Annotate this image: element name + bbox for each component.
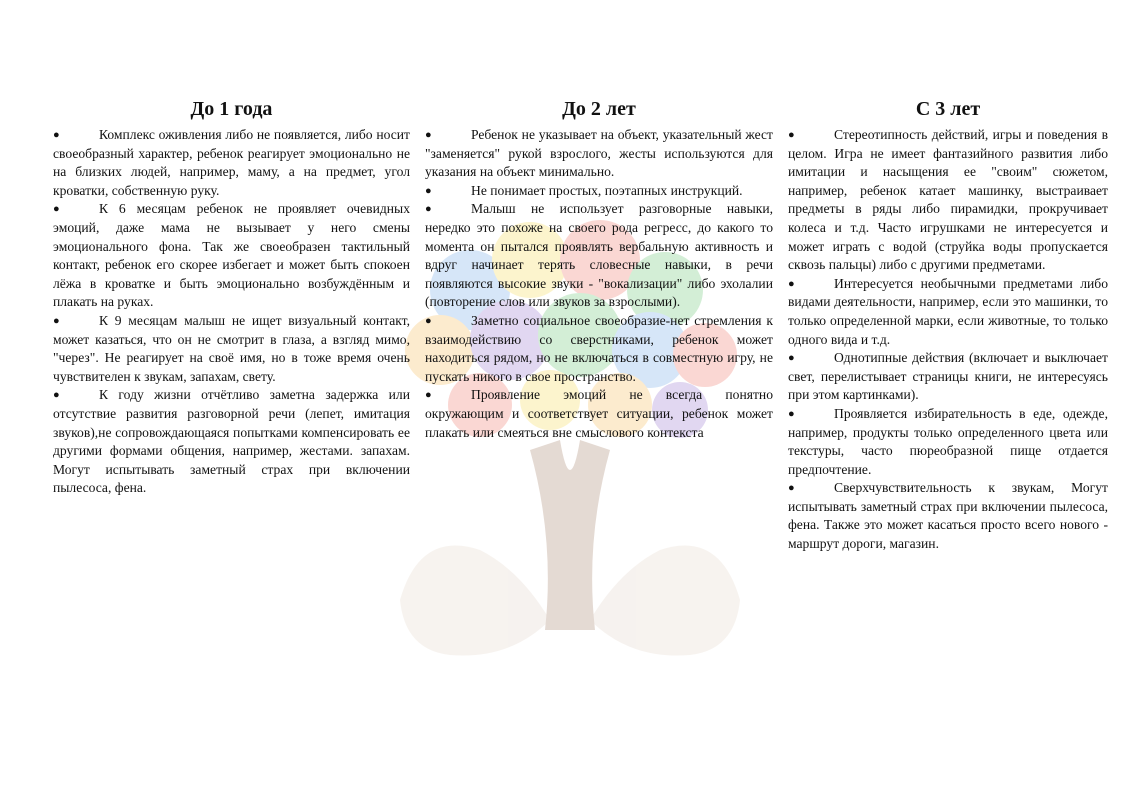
list-item: ● Интересуется необычными предметами либо видами деятельности, например, если это машинки, то только определенной марки, если животные, то только одного вида и т.д. bbox=[788, 275, 1108, 347]
column-title: До 1 года bbox=[190, 98, 273, 120]
bullet-icon: ● bbox=[788, 407, 795, 420]
bullet-icon: ● bbox=[788, 482, 795, 495]
list-item: ● К 9 месяцам малыш не ищет визуальный контакт, может казаться, что он не смотрит в глаза, а взгляд мимо, "через". Не реагирует на своё имя, но в тоже время очень чувствителен к звукам, запахам, свету. bbox=[53, 312, 410, 384]
column-title: До 2 лет bbox=[562, 98, 636, 120]
bullet-icon: ● bbox=[425, 184, 432, 197]
column-title: С 3 лет bbox=[915, 98, 981, 120]
bullet-icon: ● bbox=[53, 389, 60, 402]
bullet-icon: ● bbox=[788, 277, 795, 290]
list-item: ● Не понимает простых, поэтапных инструкций. bbox=[425, 182, 773, 201]
list-item: ● Проявляется избирательность в еде, одежде, например, продукты только определенного цвета или текстуры, часто пюреобразной пище отдается предпочтение. bbox=[788, 405, 1108, 477]
column-under-1-year bbox=[53, 96, 410, 498]
bullet-icon: ● bbox=[53, 203, 60, 216]
list-item: ● Сверхчувствительность к звукам, Могут испытывать заметный страх при включении пылесоса, фена. Также это может касаться просто всего нового - маршрут дороги, магазин. bbox=[788, 480, 1108, 552]
column-under-2-years bbox=[425, 96, 773, 442]
list-item: ● К году жизни отчётливо заметна задержка или отсутствие развития разговорной речи (лепет, имитация звуков),не сопровождающаяся попытками компенсировать ее другими формами общения, например, жестами. запахам. Могут испытывать заметный страх при включении пылесоса, фена. bbox=[53, 387, 410, 496]
column-from-3-years bbox=[788, 96, 1108, 554]
bullet-icon: ● bbox=[788, 352, 795, 365]
bullet-icon: ● bbox=[425, 129, 432, 141]
list-item: ● К 6 месяцам ребенок не проявляет очевидных эмоций, даже мама не вызывает у него смены эмоционального фона. Так же своеобразен тактильный контакт, ребенок его скорее избегает и может быть спокоен лёжа в кроватке и быть эмоционально возбуждённым и плакать на руках. bbox=[53, 201, 410, 310]
bullet-icon: ● bbox=[425, 203, 432, 216]
list-item: ● Заметно социальное своеобразие-нет стремления к взаимодействию со сверстниками, ребенок может находиться рядом, но не включаться в совместную игру, не пускать никого в свое пространство. bbox=[425, 312, 773, 384]
list-item: ● Стереотипность действий, игры и поведения в целом. Игра не имеет фантазийного развития либо имитации и насыщения ее "своим" сюжетом, например, ребенок катает машинку, выстраивает предметы в ряды либо пирамидки, прокручивает колеса и т.д. Часто игрушками не интересуется и может играть с водой (струйка воды пропускается сквозь пальцы) либо с другими предметами. bbox=[788, 127, 1108, 273]
bullet-icon: ● bbox=[53, 314, 60, 327]
bullet-icon: ● bbox=[425, 389, 432, 402]
bullet-icon: ● bbox=[53, 129, 60, 141]
list-item: ● Малыш не использует разговорные навыки, нередко это похоже на своего рода регресс, до какого то момента он пытался проявлять вербальную активность и вдруг начинает терять словесные навыки, в речи появляются высокие звуки - "вокализации" либо эхолалии (повторение слов или звуков за взрослыми). bbox=[425, 201, 773, 310]
list-item: ● Однотипные действия (включает и выключает свет, перелистывает страницы книги, не интересуясь при этом картинками). bbox=[788, 350, 1108, 403]
list-item: ● Ребенок не указывает на объект, указательный жест "заменяется" рукой взрослого, жесты используются для указания на объект минимально. bbox=[425, 127, 773, 180]
bullet-icon: ● bbox=[788, 129, 795, 141]
bullet-icon: ● bbox=[425, 314, 432, 327]
list-item: ● Проявление эмоций не всегда понятно окружающим и соответствует ситуации, ребенок может плакать или смеяться вне смыслового контекста bbox=[425, 387, 773, 440]
list-item: ● Комплекс оживления либо не появляется, либо носит своеобразный характер, ребенок реагирует эмоционально не на близких людей, например, маму, а на предмет, угол кроватки, собственную руку. bbox=[53, 127, 410, 198]
